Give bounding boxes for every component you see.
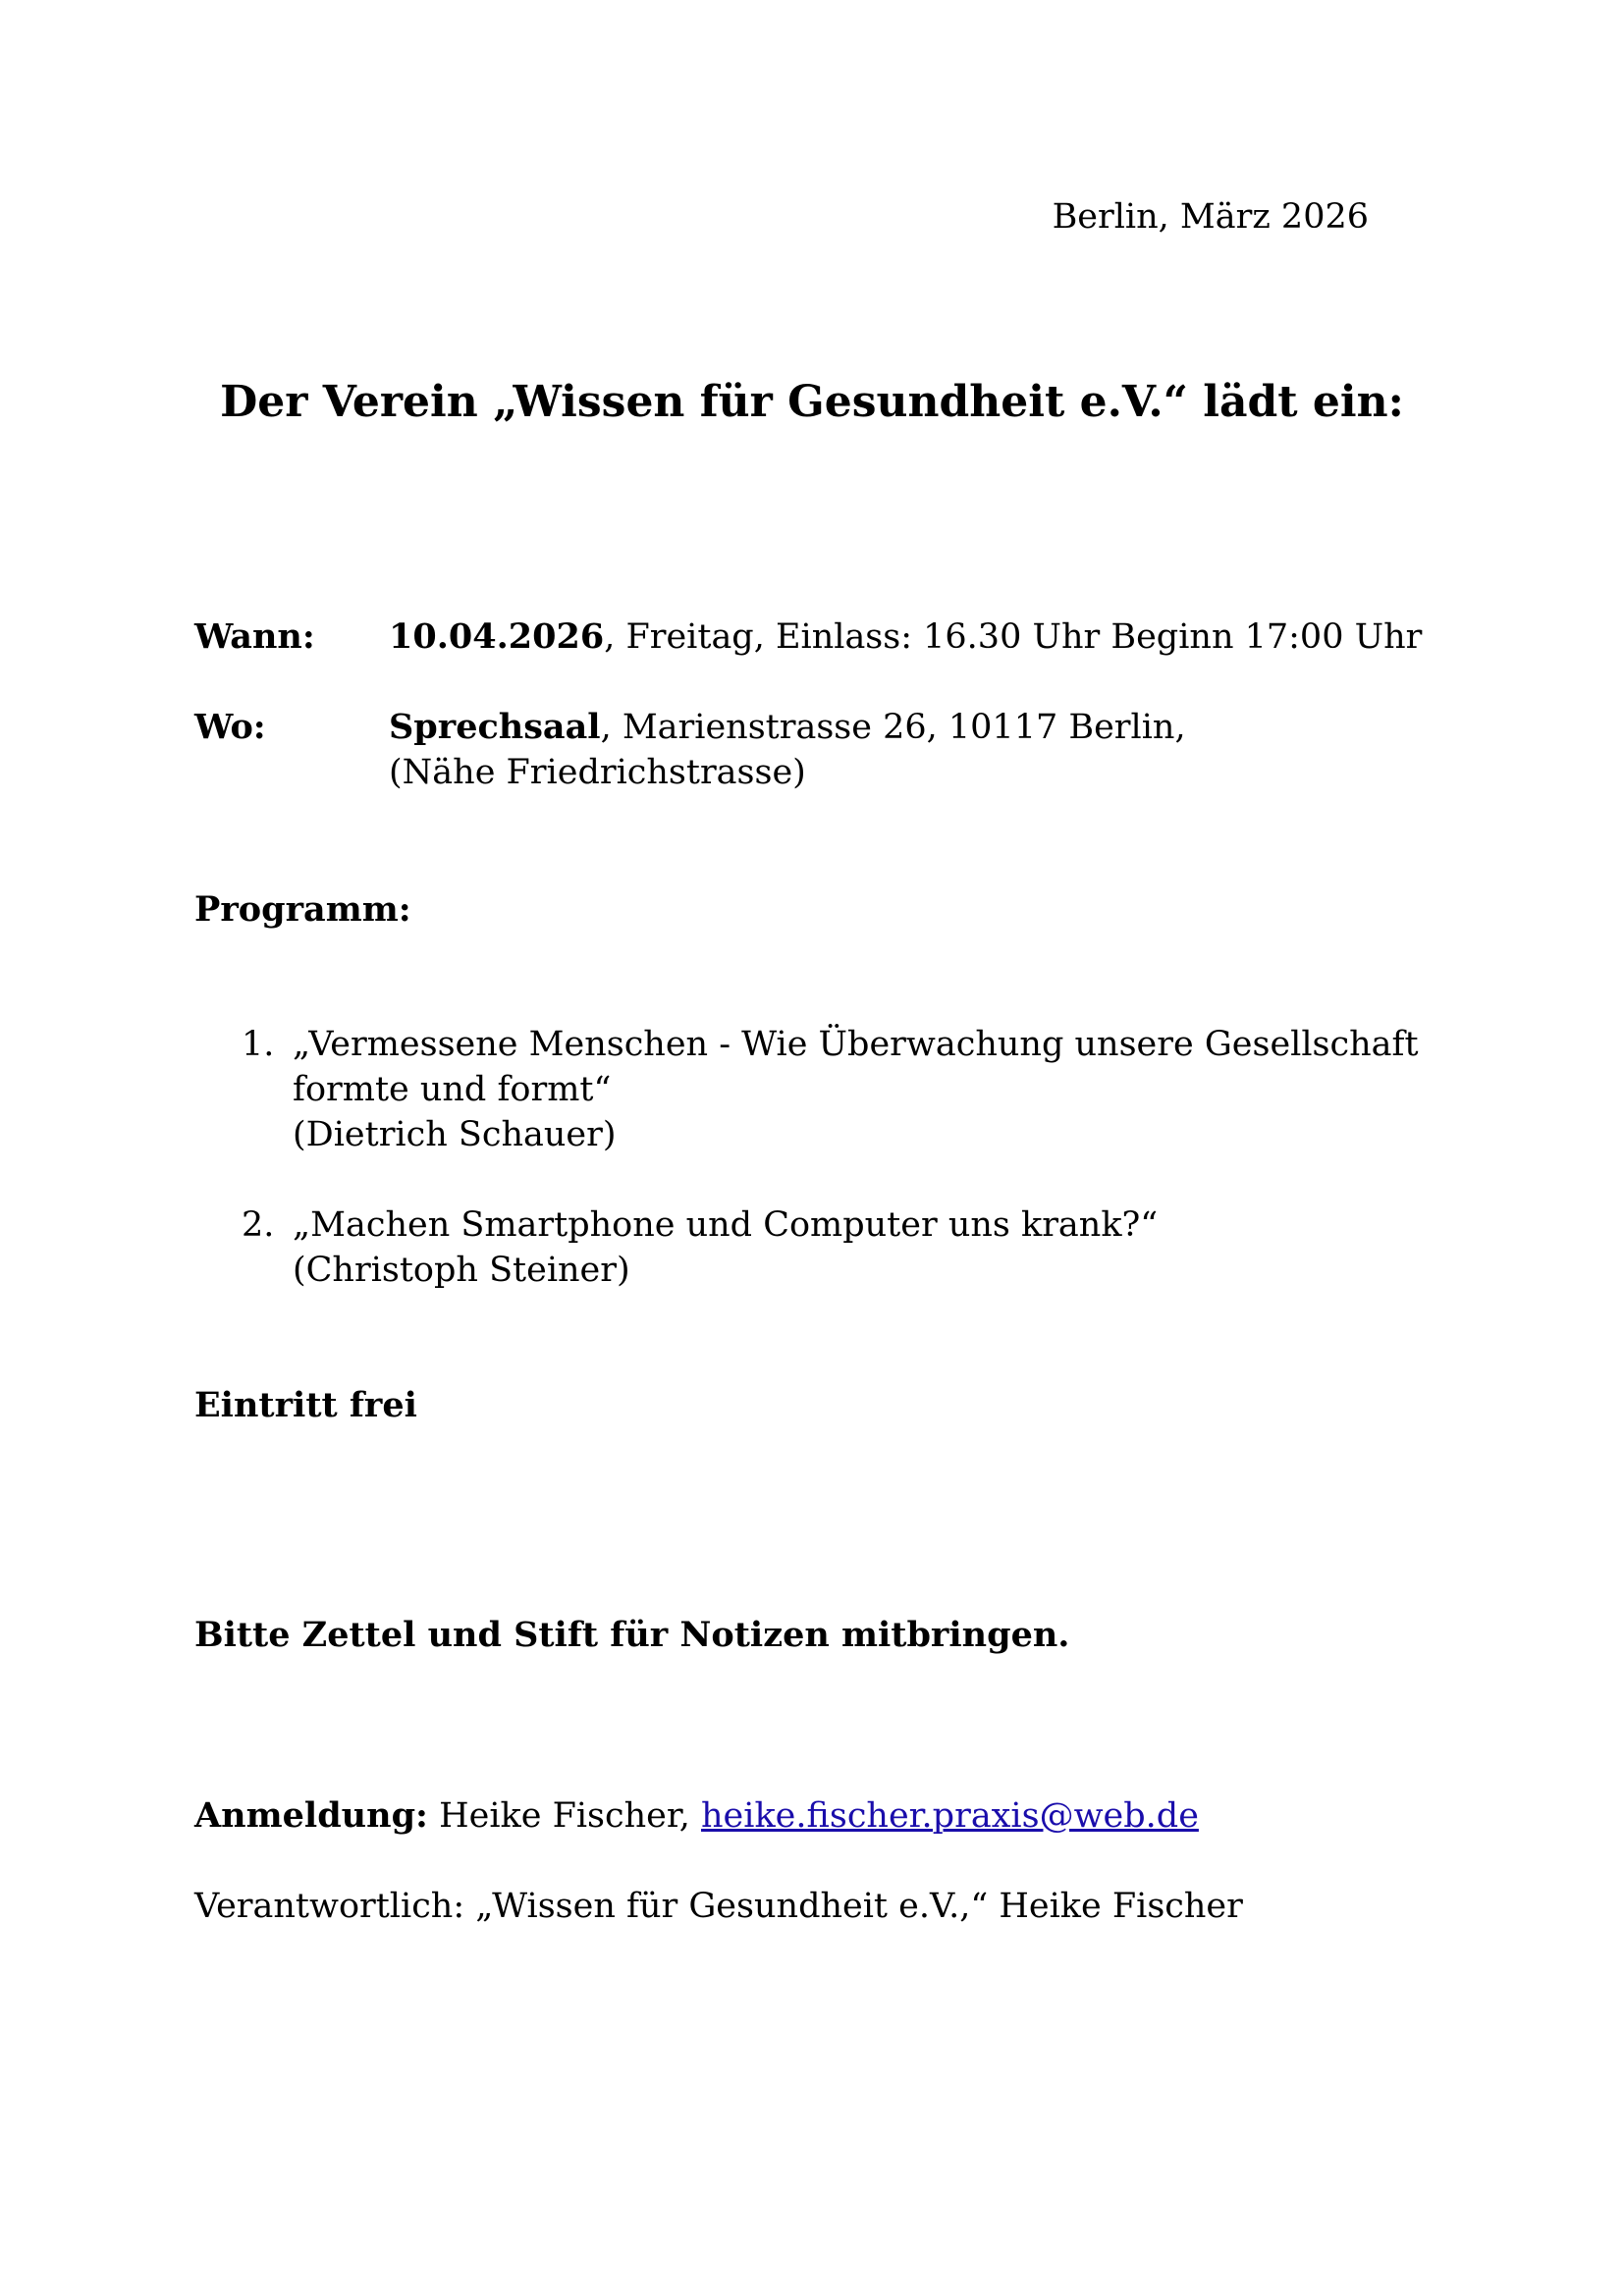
registration-email-link[interactable]: heike.fischer.praxis@web.de bbox=[701, 1796, 1199, 1836]
program-item-speaker: (Dietrich Schauer) bbox=[293, 1115, 617, 1154]
when-value bbox=[389, 614, 1422, 660]
where-label: Wo: bbox=[194, 707, 266, 747]
admission-note: Eintritt frei bbox=[194, 1385, 417, 1425]
program-item-speaker: (Christoph Steiner) bbox=[293, 1251, 630, 1290]
event-time-details: , Freitag, Einlass: 16.30 Uhr Beginn 17:00 Uhr bbox=[604, 617, 1423, 657]
venue-name: Sprechsaal bbox=[389, 707, 601, 747]
place-date: Berlin, März 2026 bbox=[1052, 197, 1369, 237]
program-item-title-continued: formte und formt“ bbox=[293, 1070, 612, 1109]
program-item-number: 2. bbox=[242, 1205, 275, 1245]
venue-note: (Nähe Friedrichstrasse) bbox=[389, 753, 806, 792]
registration-label: Anmeldung: bbox=[194, 1795, 428, 1836]
responsible-line: Verantwortlich: „Wissen für Gesundheit e.V.,“ Heike Fischer bbox=[194, 1887, 1243, 1926]
program-heading: Programm: bbox=[194, 889, 411, 930]
reminder-note: Bitte Zettel und Stift für Notizen mitbringen. bbox=[194, 1615, 1070, 1655]
program-item-title: „Machen Smartphone und Computer uns krank?“ bbox=[293, 1205, 1159, 1245]
program-item-number: 1. bbox=[242, 1025, 275, 1064]
page-title: Der Verein „Wissen für Gesundheit e.V.“ lädt ein: bbox=[220, 377, 1404, 427]
program-item-title: „Vermessene Menschen - Wie Überwachung unsere Gesellschaft bbox=[293, 1025, 1419, 1064]
venue-address: , Marienstrasse 26, 10117 Berlin, bbox=[600, 708, 1186, 747]
registration-name: Heike Fischer, bbox=[427, 1796, 702, 1836]
where-value bbox=[389, 705, 1186, 750]
when-label: Wann: bbox=[194, 616, 315, 657]
registration-line bbox=[194, 1793, 1199, 1839]
event-date: 10.04.2026 bbox=[389, 616, 605, 657]
